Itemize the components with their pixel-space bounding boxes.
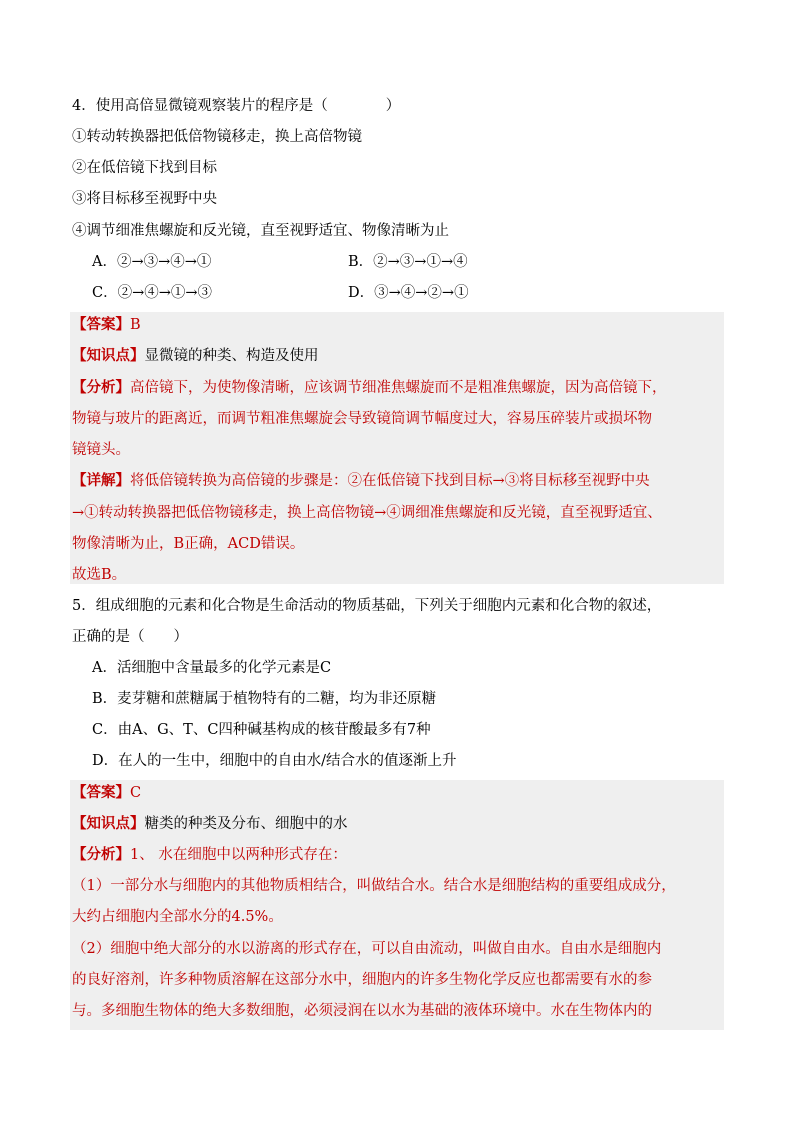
q5-analysis-text-4: 的良好溶剂，许多种物质溶解在这部分水中，细胞内的许多生物化学反应也都需要有水的参 (72, 972, 652, 988)
q4-step-4: ④调节细准焦螺旋和反光镜，直至视野适宜、物像清晰为止 (72, 223, 449, 239)
q4-detail-text-3: 物像清晰为止，B正确，ACD错误。 (72, 536, 305, 552)
q4-option-a: A．②→③→④→① (92, 254, 212, 270)
q5-analysis-text-5: 与。多细胞生物体的绝大多数细胞，必须浸润在以水为基础的液体环境中。水在生物体内的 (72, 1003, 652, 1019)
q5-answer-tag: 【答案】 (72, 784, 130, 801)
q4-answer-value: B (130, 317, 141, 333)
q4-detail-line-1 (72, 471, 732, 491)
q4-detail-tag: 【详解】 (72, 472, 130, 489)
q4-detail-text-1: 将低倍镜转换为高倍镜的步骤是：②在低倍镜下找到目标→③将目标移至视野中央 (130, 473, 650, 489)
q4-knowledge-value: 显微镜的种类、构造及使用 (144, 348, 319, 364)
q5-answer-line (72, 783, 732, 803)
q5-option-d: D．在人的一生中，细胞中的自由水/结合水的值逐渐上升 (92, 753, 457, 769)
q5-knowledge-value: 糖类的种类及分布、细胞中的水 (144, 816, 348, 832)
q4-step-1: ①转动转换器把低倍物镜移走，换上高倍物镜 (72, 129, 362, 145)
q4-answer-tag: 【答案】 (72, 316, 130, 333)
q4-option-d: D．③→④→②→① (348, 285, 469, 301)
q5-option-b: B．麦芽糖和蔗糖属于植物特有的二糖，均为非还原糖 (92, 691, 437, 707)
q5-knowledge-line (72, 814, 732, 834)
q5-analysis-head: 1、 水在细胞中以两种形式存在： (130, 847, 347, 863)
q5-stem-line-2: 正确的是（ ） (72, 629, 188, 645)
q4-answer-line (72, 315, 732, 335)
q4-option-b: B．②→③→①→④ (348, 254, 468, 270)
q4-conclusion: 故选B。 (72, 567, 127, 583)
q5-option-c: C．由A、G、T、C四种碱基构成的核苷酸最多有7种 (92, 722, 431, 738)
q5-analysis-tag: 【分析】 (72, 846, 130, 863)
q4-analysis-text-3: 镜镜头。 (72, 442, 130, 458)
q4-option-c: C．②→④→①→③ (92, 285, 213, 301)
q4-step-3: ③将目标移至视野中央 (72, 191, 217, 207)
q5-option-a: A．活细胞中含量最多的化学元素是C (92, 660, 332, 676)
q4-knowledge-tag: 【知识点】 (72, 347, 145, 364)
q4-knowledge-line (72, 346, 732, 366)
q4-analysis-line-1 (72, 378, 732, 398)
q4-analysis-text-2: 物镜与玻片的距离近，而调节粗准焦螺旋会导致镜筒调节幅度过大，容易压碎装片或损坏物 (72, 411, 652, 427)
q5-analysis-text-3: （2）细胞中绝大部分的水以游离的形式存在，可以自由流动，叫做自由水。自由水是细胞内 (72, 941, 662, 957)
q5-analysis-line-1 (72, 845, 732, 865)
q4-detail-text-2: →①转动转换器把低倍物镜移走，换上高倍物镜→④调细准焦螺旋和反光镜，直至视野适宜、 (72, 505, 662, 521)
q4-step-2: ②在低倍镜下找到目标 (72, 160, 217, 176)
q4-analysis-tag: 【分析】 (72, 379, 130, 396)
q4-analysis-text-1: 高倍镜下，为使物像清晰，应该调节细准焦螺旋而不是粗准焦螺旋，因为高倍镜下， (130, 380, 667, 396)
q5-answer-value: C (130, 785, 142, 801)
q5-analysis-text-2: 大约占细胞内全部水分的4.5%。 (72, 909, 283, 925)
q5-knowledge-tag: 【知识点】 (72, 815, 145, 832)
q5-analysis-text-1: （1）一部分水与细胞内的其他物质相结合，叫做结合水。结合水是细胞结构的重要组成成分， (72, 878, 676, 894)
q4-stem: 4．使用高倍显微镜观察装片的程序是（ ） (72, 98, 401, 114)
q5-stem-line-1: 5．组成细胞的元素和化合物是生命活动的物质基础，下列关于细胞内元素和化合物的叙述， (72, 598, 662, 614)
